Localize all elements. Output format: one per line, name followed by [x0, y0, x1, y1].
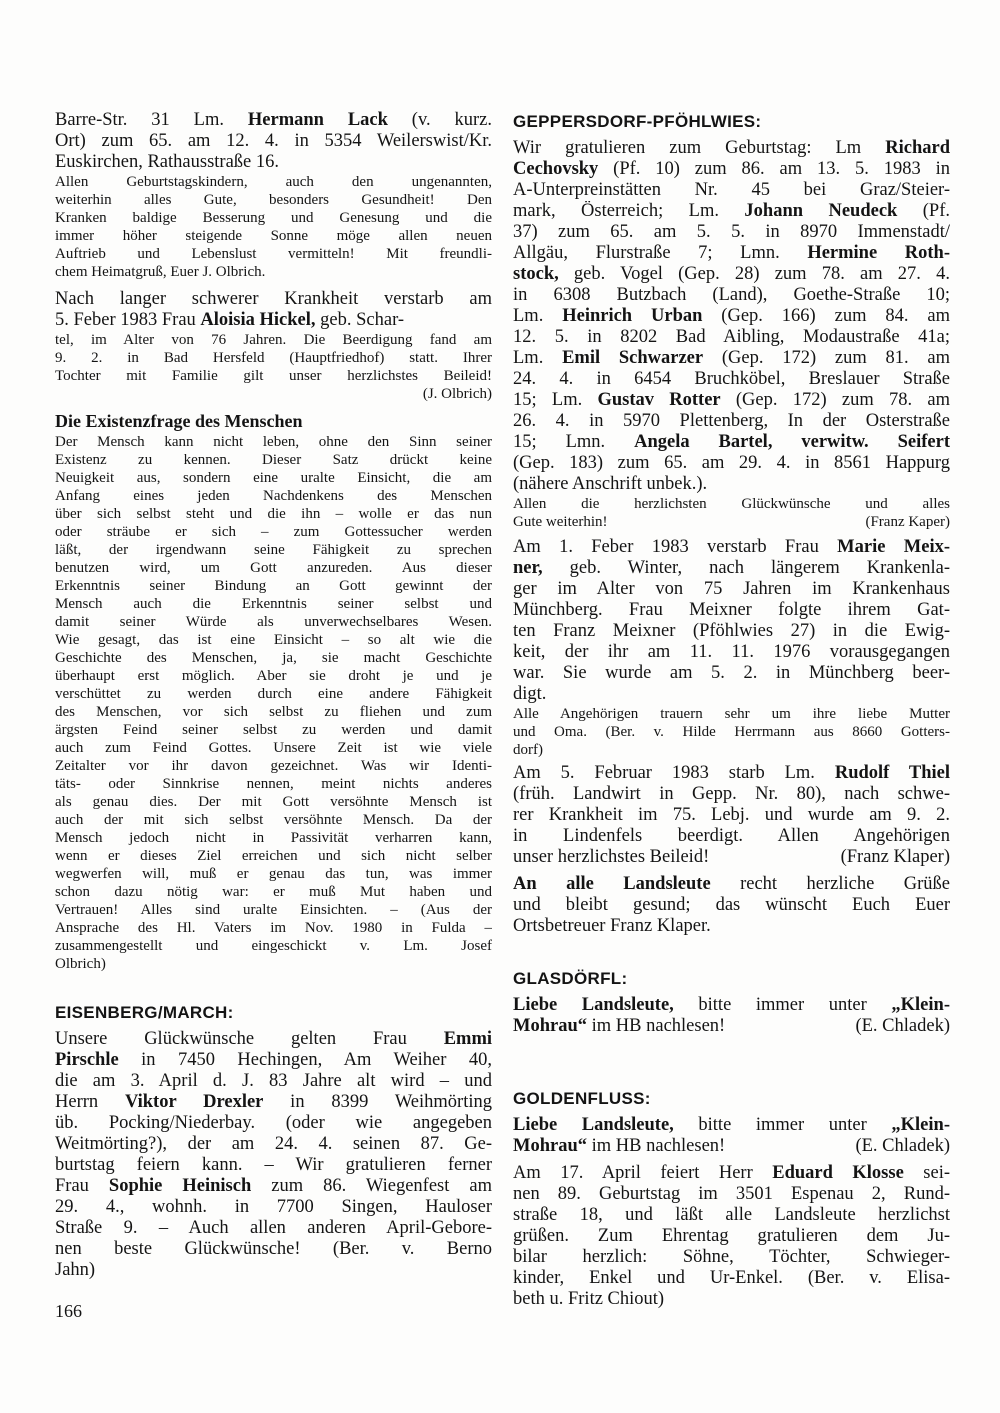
text-run: üb. Pocking/Niederbay. (oder wie angegeben: [55, 1113, 492, 1133]
text-run: nen 89. Geburtstag im 3501 Espenau 2, Rund-: [513, 1184, 950, 1204]
text-line: [513, 180, 950, 201]
text-run: zum 86. Wiegenfest am: [251, 1176, 492, 1196]
text-line: [55, 349, 492, 367]
text-run: Allen Geburtstagskindern, auch den ungenannten,: [55, 174, 492, 190]
text-run: Ortsbetreuer Franz Klaper.: [513, 916, 711, 936]
text-line: [513, 285, 950, 306]
bold-name: Johann Neudeck: [744, 201, 898, 221]
text-run: Mensch jedoch nicht in Passivität verharren kann,: [55, 830, 492, 846]
text-line: [513, 537, 950, 558]
paragraph: [513, 537, 950, 705]
text-line: [55, 577, 492, 595]
text-line: [55, 451, 492, 469]
text-run: weiterhin alles Gute, besonders Gesundheit! Den: [55, 192, 492, 208]
text-line: [513, 784, 950, 805]
text-run: grüßen. Zum Ehrentag gratulieren dem Ju-: [513, 1226, 950, 1246]
text-run: Gute weiterhin!: [513, 514, 608, 530]
paragraph: [513, 138, 950, 495]
text-run: chem Heimatgruß, Euer J. Olbrich.: [55, 264, 266, 280]
text-run: A-Unterpreinstätten Nr. 45 bei Graz/Steier-: [513, 180, 950, 200]
text-run: Lm.: [513, 348, 563, 368]
text-run: Wir gratulieren zum Geburtstag: Lm: [513, 138, 886, 158]
text-run: in Lindenfels beerdigt. Allen Angehörigen: [513, 826, 950, 846]
text-run: Münchberg. Frau Meixner folgte ihrem Gat-: [513, 600, 950, 620]
attribution: (E. Chladek): [855, 1136, 950, 1156]
bold-name: Pirschle: [55, 1050, 119, 1070]
text-line: [513, 306, 950, 327]
bold-name: Eduard Klosse: [772, 1163, 904, 1183]
text-run: recht herzliche Grüße: [710, 874, 950, 894]
text-line: [55, 937, 492, 955]
text-line: [55, 245, 492, 263]
bold-name: „Klein-: [891, 995, 950, 1015]
text-line: [55, 613, 492, 631]
text-run: auch zum Feind Gottes. Unsere Zeit ist wie viele: [55, 740, 492, 756]
text-run: immer höher steigende Sonne möge allen neuen: [55, 228, 492, 244]
text-line: [55, 667, 492, 685]
page-number: 166: [55, 1301, 82, 1321]
attribution: (J. Olbrich): [422, 386, 492, 402]
paragraph: [55, 110, 492, 173]
text-run: des Menschen, vor sich selbst zu fliehen und zum: [55, 704, 492, 720]
text-run: bitte immer unter: [673, 1115, 892, 1135]
text-run: zusammengestellt und eingeschickt v. Lm. Josef: [55, 938, 492, 954]
text-run: Olbrich): [55, 956, 106, 972]
text-run: geb. Winter, nach längerem Krankenla-: [542, 558, 950, 578]
text-line: [55, 829, 492, 847]
text-line: [55, 505, 492, 523]
text-line: [513, 1205, 950, 1226]
paragraph: [55, 331, 492, 403]
text-run: 24. 4. in 6454 Bruchköbel, Breslauer Straße: [513, 369, 950, 389]
text-line: [55, 1029, 492, 1050]
text-line: [55, 1197, 492, 1218]
text-run: burtstag feiern kann. – Wir gratulieren ferner: [55, 1155, 492, 1175]
text-line: [513, 138, 950, 159]
text-run: und Oma. (Ber. v. Hilde Herrmann aus 8660 Gotters-: [513, 724, 950, 740]
text-run: ärgsten Feind seiner selbst zu werden und damit: [55, 722, 492, 738]
text-run: 15; Lmn.: [513, 432, 635, 452]
text-line: [55, 173, 492, 191]
text-run: oder sträube er sich – zum Gottessucher werden: [55, 524, 492, 540]
text-run: Weitmörting?), der am 24. 4. seinen 87. Ge-: [55, 1134, 492, 1154]
text-run: straße 18, und läßt alle Landsleute herzlichst: [513, 1205, 950, 1225]
text-run: ger im Alter von 75 Jahren im Krankenhaus: [513, 579, 950, 599]
text-run: im HB nachlesen!: [587, 1136, 726, 1156]
text-run: 12. 5. in 8202 Bad Aibling, Modaustraße 41a;: [513, 327, 950, 347]
text-line: [513, 1115, 950, 1136]
bold-name: ner,: [513, 558, 543, 578]
text-line: [513, 1136, 950, 1157]
text-run: Straße 9. – Auch allen anderen April-Gebore-: [55, 1218, 492, 1238]
attribution: (Franz Klaper): [840, 847, 950, 867]
paragraph: [513, 1163, 950, 1310]
text-run: (Gep. 183) zum 65. am 29. 4. in 8561 Happurg: [513, 453, 950, 473]
text-line: [513, 621, 950, 642]
text-run: und bleibt gesund; das wünscht Euch Euer: [513, 895, 950, 915]
text-line: [55, 811, 492, 829]
text-line: [55, 1050, 492, 1071]
text-line: [513, 600, 950, 621]
text-run: Tochter mit Familie gilt unser herzlichstes Beileid!: [55, 368, 492, 384]
text-run: die am 3. April d. J. 83 Jahre alt wird – und: [55, 1071, 492, 1091]
bold-name: Emil Schwarzer: [562, 348, 704, 368]
text-line: [513, 453, 950, 474]
text-line: [55, 901, 492, 919]
paragraph: [513, 1115, 950, 1157]
bold-name: Richard: [885, 138, 950, 158]
text-line: [55, 793, 492, 811]
text-run: in 7450 Hechingen, Am Weiher 40,: [118, 1050, 492, 1070]
text-line: [55, 1134, 492, 1155]
text-line: [55, 739, 492, 757]
text-run: schon dazu nötig war: er muß Mut haben und: [55, 884, 492, 900]
text-line: [513, 874, 950, 895]
text-run: 5. Feber 1983 Frau: [55, 310, 201, 330]
text-line: [55, 631, 492, 649]
text-run: Mensch auch die Erkenntnis seiner selbst und: [55, 596, 492, 612]
text-run: (Gep. 172) zum 78. am: [720, 390, 950, 410]
text-line: [513, 1268, 950, 1289]
section-heading: GEPPERSDORF-PFÖHLWIES:: [513, 112, 762, 131]
text-run: als genau dies. Der mit Gott versöhnte Mensch ist: [55, 794, 492, 810]
text-line: [513, 826, 950, 847]
paragraph: [513, 874, 950, 937]
text-run: Wie gesagt, das ist eine Einsicht – so alt wie die: [55, 632, 492, 648]
text-run: Auftrieb und Lebenslust vermitteln! Mit freundli-: [55, 246, 492, 262]
bold-name: Emmi: [443, 1029, 492, 1049]
text-line: [55, 367, 492, 385]
text-run: Kranken baldige Besserung und Genesung und die: [55, 210, 492, 226]
text-line: [513, 642, 950, 663]
text-line: [55, 703, 492, 721]
bold-name: Liebe Landsleute,: [513, 995, 674, 1015]
text-run: (Pf.: [897, 201, 950, 221]
text-run: über sich selbst steht und die ihn – wolle er das nun: [55, 506, 492, 522]
text-run: war. Sie wurde am 5. 2. in Münchberg beer-: [513, 663, 950, 683]
text-line: [55, 433, 492, 451]
paragraph: [513, 495, 950, 531]
text-run: dorf): [513, 742, 543, 758]
text-run: Der Mensch kann nicht leben, ohne den Sinn seiner: [55, 434, 492, 450]
bold-name: Heinrich Urban: [562, 306, 703, 326]
text-run: 37) zum 65. am 5. 5. in 8970 Immenstadt/: [513, 222, 950, 242]
text-run: geb. Schar-: [315, 310, 405, 330]
text-line: [55, 110, 492, 131]
text-run: Zeitalter vor ihr davon gezeichnet. Was wir Identi-: [55, 758, 492, 774]
text-line: [55, 541, 492, 559]
paragraph: [513, 995, 950, 1037]
text-line: [55, 1260, 492, 1281]
text-line: [513, 327, 950, 348]
text-line: [55, 1155, 492, 1176]
text-run: Geschichte des Menschen, ja, sie macht Geschichte: [55, 650, 492, 666]
bold-name: Liebe Landsleute,: [513, 1115, 674, 1135]
text-run: bilar herzlich: Söhne, Töchter, Schwieger-: [513, 1247, 950, 1267]
left-column: [55, 110, 492, 1281]
text-run: unser herzlichstes Beileid!: [513, 847, 710, 867]
text-run: Ort) zum 65. am 12. 4. in 5354 Weilerswist/Kr.: [55, 131, 492, 151]
text-run: 15; Lm.: [513, 390, 598, 410]
text-run: ten Franz Meixner (Pföhlwies 27) in die Ewig-: [513, 621, 950, 641]
text-line: [513, 663, 950, 684]
text-line: [55, 310, 492, 331]
text-line: [55, 955, 492, 973]
bold-name: Viktor Drexler: [124, 1092, 264, 1112]
text-line: [55, 331, 492, 349]
text-run: auch der mit sich selbst versöhnte Mensch. Da der: [55, 812, 492, 828]
section-heading: GOLDENFLUSS:: [513, 1089, 651, 1108]
text-line: [55, 919, 492, 937]
text-line: [513, 995, 950, 1016]
text-line: [55, 721, 492, 739]
text-run: Existenz zu kennen. Dieser Satz drückt keine: [55, 452, 492, 468]
text-line: [55, 1176, 492, 1197]
text-line: [513, 1163, 950, 1184]
text-line: [513, 432, 950, 453]
text-run: (Gep. 172) zum 81. am: [703, 348, 950, 368]
text-run: Barre-Str. 31 Lm.: [55, 110, 248, 130]
text-run: Alle Angehörigen trauern sehr um ihre liebe Mutter: [513, 706, 950, 722]
paragraph: [55, 289, 492, 331]
text-line: [55, 191, 492, 209]
text-line: [55, 487, 492, 505]
text-run: Herrn: [55, 1092, 125, 1112]
text-run: wenn er dieses Ziel erreichen und sich nicht selber: [55, 848, 492, 864]
text-line: [55, 883, 492, 901]
text-run: verschüttet zu werden durch eine andere Fähigkeit: [55, 686, 492, 702]
text-run: geb. Vogel (Gep. 28) zum 78. am 27. 4.: [558, 264, 950, 284]
text-run: bitte immer unter: [673, 995, 892, 1015]
text-line: [55, 152, 492, 173]
text-line: [55, 1113, 492, 1134]
text-run: Unsere Glückwünsche gelten Frau: [55, 1029, 444, 1049]
text-line: [513, 513, 950, 531]
bold-name: An alle Landsleute: [513, 874, 711, 894]
text-run: Allgäu, Flurstraße 7; Lmn.: [513, 243, 808, 263]
text-run: digt.: [513, 684, 547, 704]
text-line: [513, 763, 950, 784]
bold-name: Marie Meix-: [837, 537, 950, 557]
text-line: [55, 847, 492, 865]
text-line: [513, 916, 950, 937]
text-line: [513, 243, 950, 264]
text-line: [55, 775, 492, 793]
text-line: [513, 705, 950, 723]
right-column: [513, 110, 950, 1310]
text-run: 9. 2. in Bad Hersfeld (Hauptfriedhof) statt. Ihrer: [55, 350, 492, 366]
text-line: [513, 264, 950, 285]
text-run: überhaupt erst möglich. Aber sie droht je und je: [55, 668, 492, 684]
bold-name: Gustav Rotter: [597, 390, 721, 410]
text-line: [513, 390, 950, 411]
text-run: nen beste Glückwünsche! (Ber. v. Berno: [55, 1239, 492, 1259]
text-line: [55, 227, 492, 245]
text-run: keit, der ihr am 11. 11. 1976 vorausgegangen: [513, 642, 950, 662]
section-heading: GLASDÖRFL:: [513, 969, 628, 988]
text-line: [513, 741, 950, 759]
text-run: Euskirchen, Rathausstraße 16.: [55, 152, 279, 172]
section-heading: Die Existenzfrage des Menschen: [55, 411, 303, 431]
text-line: [513, 723, 950, 741]
text-line: [513, 369, 950, 390]
text-line: [55, 1092, 492, 1113]
text-line: [55, 757, 492, 775]
text-run: Nach langer schwerer Krankheit verstarb am: [55, 289, 492, 309]
text-run: Anfang eines jeden Nachdenkens des Menschen: [55, 488, 492, 504]
bold-name: Hermine Roth-: [807, 243, 950, 263]
text-line: [513, 1016, 950, 1037]
bold-name: Angela Bartel, verwitw. Seifert: [634, 432, 950, 452]
text-run: beth u. Fritz Chiout): [513, 1289, 665, 1309]
text-run: (nähere Anschrift unbek.).: [513, 474, 708, 494]
text-line: [55, 209, 492, 227]
text-run: wegwerfen will, muß er genau das tun, was immer: [55, 866, 492, 882]
text-line: [513, 474, 950, 495]
text-run: Neuigkeit aus, sondern eine uralte Einsicht, die am: [55, 470, 492, 486]
text-line: [55, 595, 492, 613]
bold-name: stock,: [513, 264, 559, 284]
text-line: [513, 495, 950, 513]
text-line: [55, 523, 492, 541]
text-run: im HB nachlesen!: [587, 1016, 726, 1036]
attribution: (Franz Kaper): [865, 514, 950, 530]
text-run: Lm.: [513, 306, 563, 326]
text-line: [513, 159, 950, 180]
text-line: [55, 1071, 492, 1092]
bold-name: Aloisia Hickel,: [200, 310, 316, 330]
text-line: [55, 1218, 492, 1239]
text-line: [55, 1239, 492, 1260]
text-run: mark, Österreich; Lm.: [513, 201, 745, 221]
text-run: rer Krankheit im 75. Lebj. und wurde am 9. 2.: [513, 805, 950, 825]
text-run: sei-: [903, 1163, 950, 1183]
text-run: 29. 4., wohnh. in 7700 Singen, Hauloser: [55, 1197, 492, 1217]
text-line: [513, 847, 950, 868]
text-run: täts- oder Sinnkrise nennen, meint nichts anderes: [55, 776, 492, 792]
bold-name: Mohrau“: [513, 1136, 587, 1156]
text-run: Frau: [55, 1176, 109, 1196]
text-run: 26. 4. in 5970 Plettenberg, In der Osterstraße: [513, 411, 950, 431]
text-run: benutzen wird, um Gott anzureden. Aus dieser: [55, 560, 492, 576]
text-line: [513, 201, 950, 222]
text-run: Ansprache des Hl. Vaters im Nov. 1980 in Fulda –: [55, 920, 492, 936]
text-line: [55, 649, 492, 667]
paragraph: [513, 705, 950, 759]
text-line: [55, 131, 492, 152]
paragraph: [55, 1029, 492, 1281]
text-run: (v. kurz.: [387, 110, 492, 130]
text-line: [513, 684, 950, 705]
section-heading: EISENBERG/MARCH:: [55, 1003, 234, 1022]
text-line: [513, 579, 950, 600]
text-line: [513, 348, 950, 369]
text-run: tel, im Alter von 76 Jahren. Die Beerdigung fand am: [55, 332, 492, 348]
bold-name: Hermann Lack: [247, 110, 388, 130]
text-line: [513, 805, 950, 826]
text-line: [55, 685, 492, 703]
paragraph: [513, 763, 950, 868]
attribution: (E. Chladek): [855, 1016, 950, 1036]
text-run: Am 5. Februar 1983 starb Lm.: [513, 763, 835, 783]
text-line: [55, 263, 492, 281]
text-line: [513, 411, 950, 432]
text-run: (früh. Landwirt in Gepp. Nr. 80), nach schwe-: [513, 784, 950, 804]
text-run: Allen die herzlichsten Glückwünsche und alles: [513, 496, 950, 512]
text-run: in 8399 Weihmörting: [263, 1092, 492, 1112]
bold-name: Cechovsky: [513, 159, 599, 179]
text-run: in 6308 Butzbach (Land), Goethe-Straße 10;: [513, 285, 950, 305]
text-run: kinder, Enkel und Ur-Enkel. (Ber. v. Elisa-: [513, 1268, 950, 1288]
bold-name: „Klein-: [891, 1115, 950, 1135]
bold-name: Rudolf Thiel: [834, 763, 950, 783]
text-line: [513, 222, 950, 243]
text-line: [513, 1247, 950, 1268]
bold-name: Mohrau“: [513, 1016, 587, 1036]
text-run: Am 1. Feber 1983 verstarb Frau: [513, 537, 838, 557]
text-run: damit seiner Würde als unverwechselbares Wesen.: [55, 614, 492, 630]
text-line: [513, 1184, 950, 1205]
bold-name: Sophie Heinisch: [108, 1176, 252, 1196]
text-run: Erkenntnis seiner Bindung an Gott gewinnt der: [55, 578, 492, 594]
text-line: [55, 865, 492, 883]
paragraph: [55, 173, 492, 281]
text-line: [513, 1226, 950, 1247]
paragraph: [55, 433, 492, 973]
text-line: [55, 385, 492, 403]
text-run: Am 17. April feiert Herr: [513, 1163, 773, 1183]
text-run: Vertrauen! Alles sind uralte Einsichten. – (Aus der: [55, 902, 492, 918]
text-run: (Gep. 166) zum 84. am: [702, 306, 950, 326]
text-line: [55, 469, 492, 487]
text-line: [513, 1289, 950, 1310]
text-run: (Pf. 10) zum 86. am 13. 5. 1983 in: [598, 159, 950, 179]
text-run: läßt, der irgendwann seine Fähigkeit zu sprechen: [55, 542, 492, 558]
text-run: Jahn): [55, 1260, 96, 1280]
text-line: [55, 559, 492, 577]
text-line: [513, 558, 950, 579]
text-line: [513, 895, 950, 916]
text-line: [55, 289, 492, 310]
